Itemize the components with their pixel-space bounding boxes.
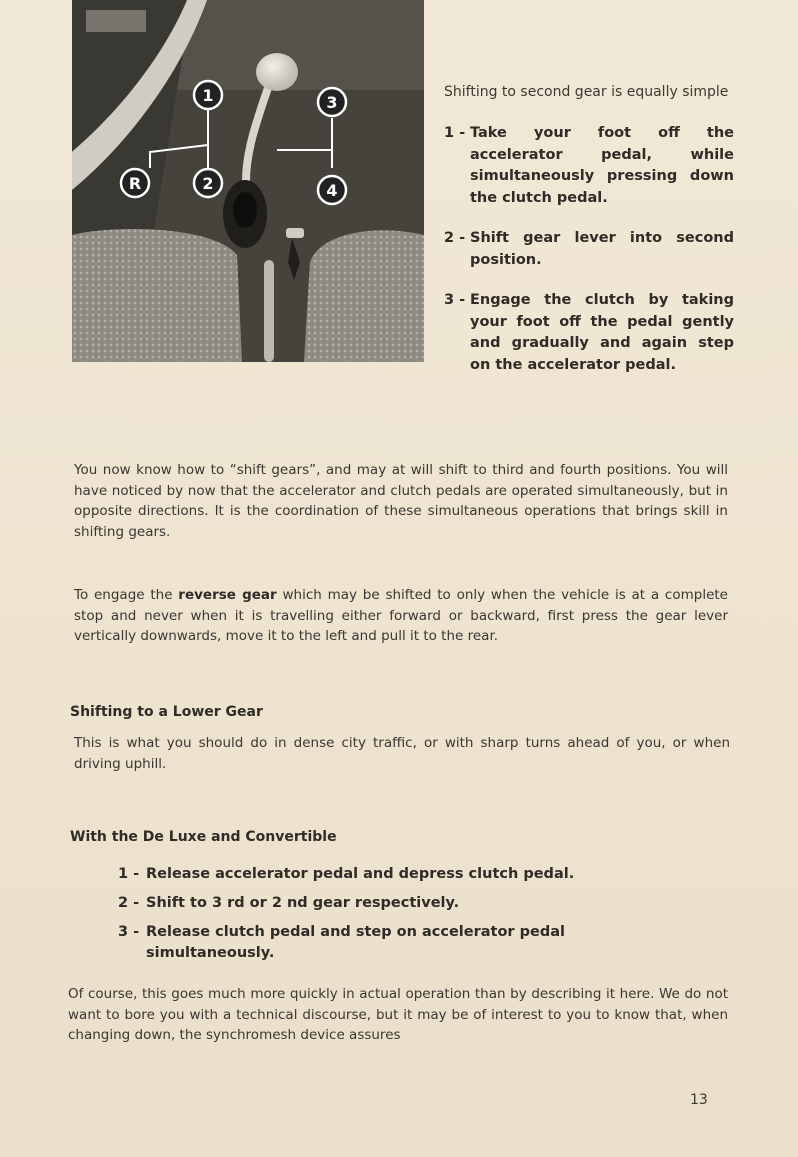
page-number: 13 [690, 1092, 708, 1108]
list-item [118, 864, 658, 885]
shift-gears-paragraph: You now know how to “shift gears”, and may at will shift to third and fourth positions. You will have noticed by now that the accelerator and clutch pedals are operated simultaneously, but in opposite directions. It is the coordination of these simultaneous operations that brings skill in shifting gears. [74, 462, 728, 540]
reverse-text-after: which may be shifted to only when the vehicle is at a complete stop and never when it is travelling either forward or backward, first press the gear lever vertically downwards, move it to the left and pull it to the rear. [74, 587, 728, 644]
step-number: 2 - [444, 230, 466, 246]
step-number: 3 - [444, 292, 466, 308]
gear-shift-photo [72, 0, 424, 362]
list-item [118, 893, 658, 914]
step-text: Take your foot off the accelerator pedal, while simultaneously pressing down the clutch pedal. [470, 125, 734, 206]
svg-text:4: 4 [326, 181, 338, 200]
gear-shift-illustration [72, 0, 424, 362]
step-number: 2 - [118, 895, 140, 911]
reverse-gear-term: reverse gear [178, 587, 277, 603]
second-gear-instructions [444, 82, 734, 395]
step-number: 1 - [118, 866, 140, 882]
synchromesh-paragraph: Of course, this goes much more quickly in actual operation than by describing it here. We do not want to bore you with a technical discourse, but it may be of interest to you to know that, when changing down, the synchromesh device assures [68, 986, 728, 1043]
gear-label-2 [194, 169, 222, 197]
list-item [444, 228, 734, 271]
list-item [444, 290, 734, 376]
step-number: 1 - [444, 125, 466, 141]
step-text: Release clutch pedal and step on accelerator pedal simultaneously. [146, 924, 565, 961]
reverse-text-before: To engage the [74, 587, 179, 603]
lower-gear-paragraph: This is what you should do in dense city traffic, or with sharp turns ahead of you, or when driving uphill. [74, 735, 730, 772]
second-gear-steps [444, 123, 734, 376]
list-item [118, 922, 658, 964]
svg-text:3: 3 [326, 93, 338, 112]
svg-text:2: 2 [202, 174, 214, 193]
deluxe-convertible-heading: With the De Luxe and Convertible [70, 829, 337, 845]
gear-label-3 [318, 88, 346, 116]
svg-text:1: 1 [202, 86, 214, 105]
list-item [444, 123, 734, 209]
step-number: 3 - [118, 924, 140, 940]
gear-label-r [121, 169, 149, 197]
gear-label-1 [194, 81, 222, 109]
step-text: Shift gear lever into second position. [470, 230, 734, 268]
intro-text: Shifting to second gear is equally simple [444, 84, 729, 100]
step-text: Engage the clutch by taking your foot off the pedal gently and gradually and again step on the accelerator pedal. [470, 292, 734, 373]
lower-gear-heading: Shifting to a Lower Gear [70, 704, 263, 720]
reverse-gear-paragraph [74, 585, 728, 647]
downshift-steps [118, 864, 658, 972]
svg-text:R: R [128, 174, 142, 193]
gear-label-4 [318, 176, 346, 204]
step-text: Release accelerator pedal and depress clutch pedal. [146, 866, 575, 882]
step-text: Shift to 3 rd or 2 nd gear respectively. [146, 895, 460, 911]
